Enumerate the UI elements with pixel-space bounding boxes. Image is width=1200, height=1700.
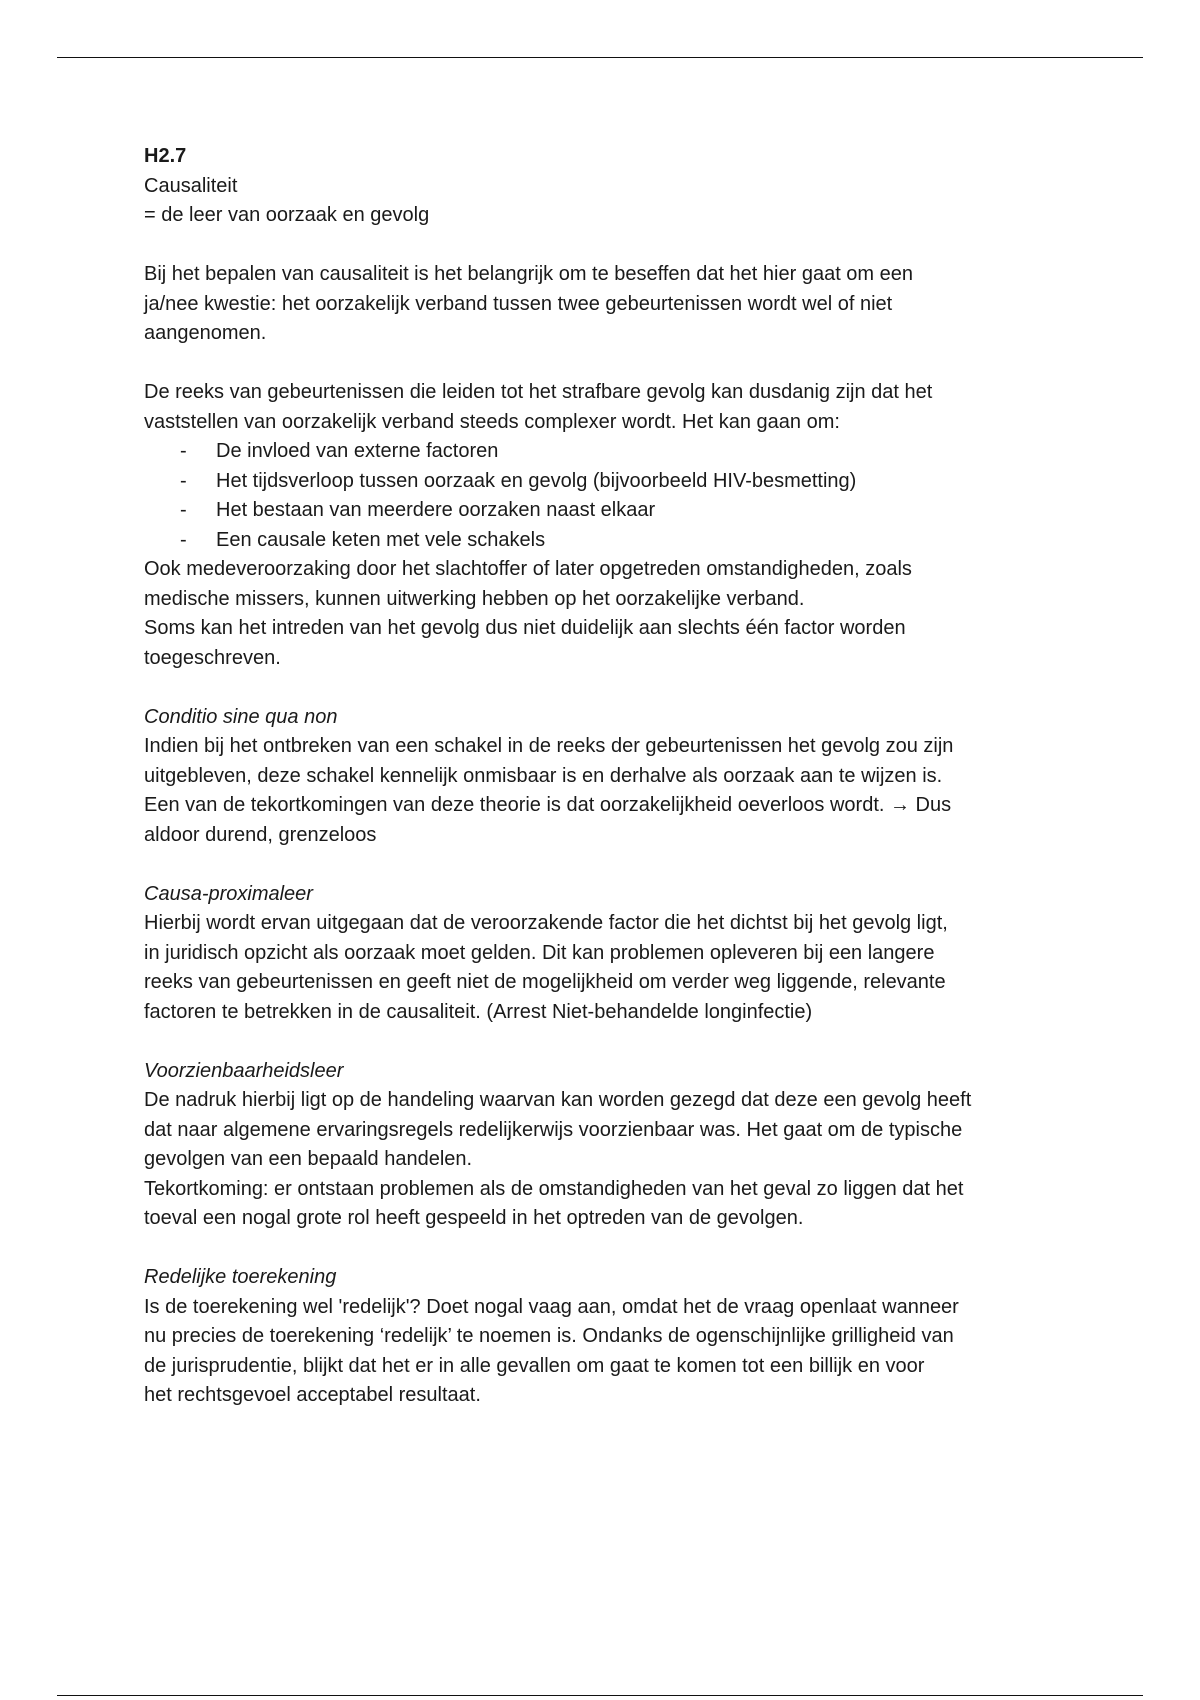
dash-marker: - [180, 469, 187, 492]
spacer [144, 1234, 1064, 1264]
list-item [144, 496, 1064, 526]
section-causa-proximaleer [144, 880, 1064, 1028]
list-item-text: Het bestaan van meerdere oorzaken naast elkaar [216, 499, 656, 521]
text-line: uitgebleven, deze schakel kennelijk onmisbaar is en derhalve als oorzaak aan te wijzen is. [144, 764, 943, 787]
text-line: nu precies de toerekening ‘redelijk’ te noemen is. Ondanks de ogenschijnlijke grilligheid van [144, 1325, 954, 1347]
intro-paragraph-2 [144, 378, 1064, 437]
dash-marker: - [180, 499, 187, 521]
text-line: ja/nee kwestie: het oorzakelijk verband tussen twee gebeurtenissen wordt wel of niet [144, 292, 893, 315]
text-line: toegeschreven. [144, 646, 281, 669]
text-line: Tekortkoming: er ontstaan problemen als de omstandigheden van het geval zo liggen dat het [144, 1177, 964, 1200]
text-line: Hierbij wordt ervan uitgegaan dat de veroorzakende factor die het dichtst bij het gevolg ligt, [144, 912, 948, 934]
text-line: vaststellen van oorzakelijk verband steeds complexer wordt. Het kan gaan om: [144, 410, 840, 433]
text-line: het rechtsgevoel acceptabel resultaat. [144, 1384, 481, 1406]
text-line: gevolgen van een bepaald handelen. [144, 1148, 473, 1170]
spacer [144, 850, 1064, 880]
section-heading: H2.7 [144, 145, 187, 167]
topic-title: Causaliteit [144, 174, 238, 197]
text-line: aldoor durend, grenzeloos [144, 823, 377, 846]
section-voorzienbaarheidsleer [144, 1057, 1064, 1234]
text-line: in juridisch opzicht als oorzaak moet gelden. Dit kan problemen opleveren bij een langere [144, 941, 935, 964]
list-item [144, 437, 1064, 467]
text-line: aangenomen. [144, 322, 267, 344]
topic-definition: = de leer van oorzaak en gevolg [144, 204, 430, 226]
text-line: reeks van gebeurtenissen en geeft niet de mogelijkheid om verder weg liggende, relevante [144, 971, 946, 993]
section-title: Redelijke toerekening [144, 1266, 337, 1288]
section-title: Causa-proximaleer [144, 882, 313, 905]
intro-paragraph-1 [144, 260, 1064, 349]
intro-paragraph-3 [144, 555, 1064, 673]
top-rule [57, 57, 1143, 58]
text-line: toeval een nogal grote rol heeft gespeeld in het optreden van de gevolgen. [144, 1207, 804, 1229]
list-item-text: Een causale keten met vele schakels [216, 528, 546, 551]
spacer [144, 349, 1064, 379]
text-line: factoren te betrekken in de causaliteit. (Arrest Niet-behandelde longinfectie) [144, 1000, 813, 1023]
dash-marker: - [180, 440, 187, 462]
spacer [144, 231, 1064, 261]
section-redelijke-toerekening [144, 1263, 1064, 1411]
bottom-rule [57, 1695, 1143, 1696]
document-body [144, 142, 1064, 1411]
list-item [144, 526, 1064, 556]
text-line: Een van de tekortkomingen van deze theorie is dat oorzakelijkheid oeverloos wordt. → Dus [144, 794, 952, 816]
text-line: medische missers, kunnen uitwerking hebben op het oorzakelijke verband. [144, 587, 805, 610]
text-line: Indien bij het ontbreken van een schakel in de reeks der gebeurtenissen het gevolg zou zijn [144, 735, 954, 757]
section-title: Conditio sine qua non [144, 705, 338, 728]
list-item-text: De invloed van externe factoren [216, 440, 499, 462]
list-item [144, 467, 1064, 497]
spacer [144, 673, 1064, 703]
factor-list [144, 437, 1064, 555]
text-line: dat naar algemene ervaringsregels redelijkerwijs voorzienbaar was. Het gaat om de typische [144, 1118, 963, 1141]
section-conditio-sine-qua-non [144, 703, 1064, 851]
section-title: Voorzienbaarheidsleer [144, 1059, 344, 1082]
dash-marker: - [180, 528, 187, 551]
text-line: De nadruk hierbij ligt op de handeling waarvan kan worden gezegd dat deze een gevolg heeft [144, 1089, 972, 1111]
list-item-text: Het tijdsverloop tussen oorzaak en gevolg (bijvoorbeeld HIV-besmetting) [216, 469, 857, 492]
text-line: De reeks van gebeurtenissen die leiden tot het strafbare gevolg kan dusdanig zijn dat het [144, 381, 933, 403]
spacer [144, 1027, 1064, 1057]
text-line: de jurisprudentie, blijkt dat het er in alle gevallen om gaat te komen tot een billijk en voor [144, 1354, 925, 1377]
text-line: Bij het bepalen van causaliteit is het belangrijk om te beseffen dat het hier gaat om een [144, 263, 914, 285]
text-line: Soms kan het intreden van het gevolg dus niet duidelijk aan slechts één factor worden [144, 617, 906, 639]
text-line: Is de toerekening wel 'redelijk'? Doet nogal vaag aan, omdat het de vraag openlaat wanneer [144, 1295, 959, 1318]
text-line: Ook medeveroorzaking door het slachtoffer of later opgetreden omstandigheden, zoals [144, 558, 912, 580]
